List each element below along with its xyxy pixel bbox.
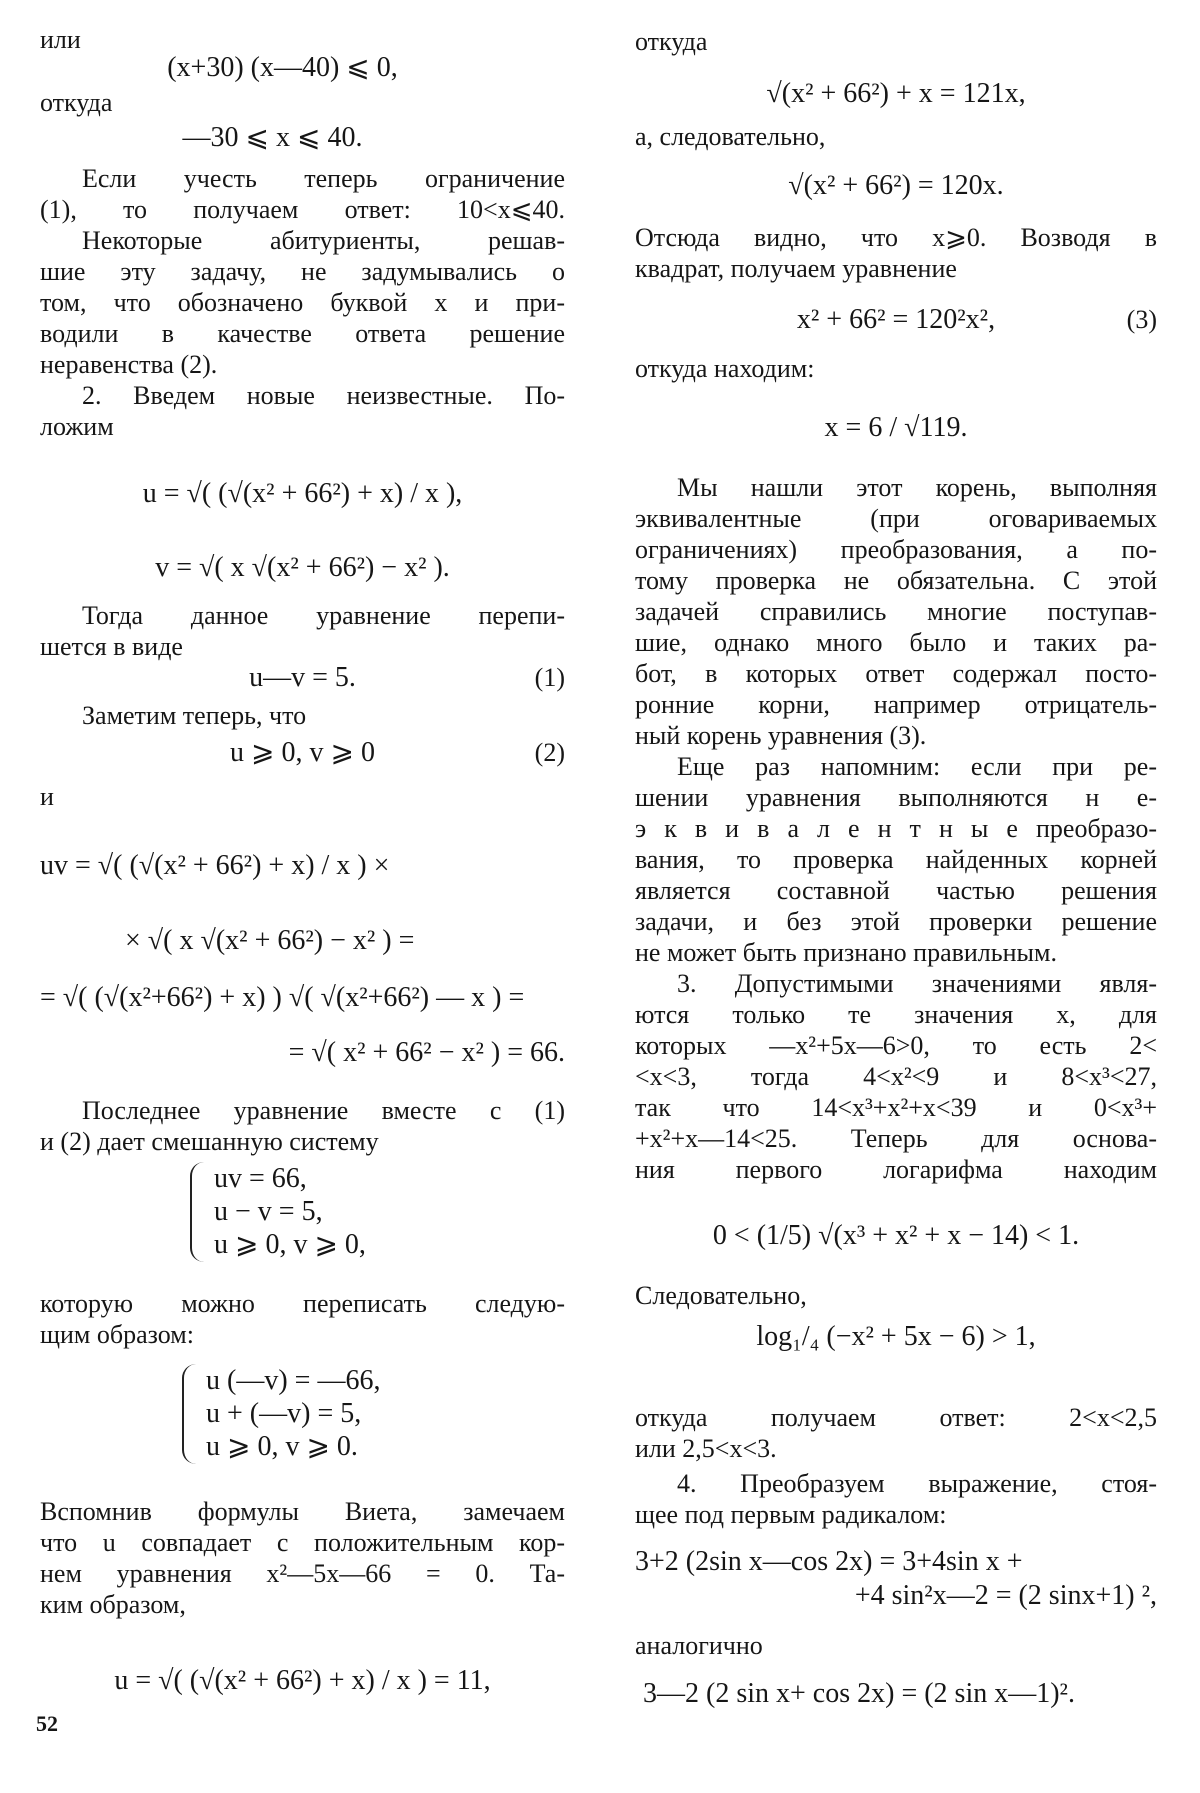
text-line: откуда bbox=[635, 27, 708, 56]
equation-3: x² + 66² = 120²x², bbox=[796, 304, 996, 335]
paragraph-line: э к в и в а л е н т н ы е преобразо- bbox=[635, 814, 1157, 843]
paragraph-line: шется в виде bbox=[40, 632, 183, 661]
system-row: u + (—v) = 5, bbox=[206, 1398, 362, 1429]
paragraph-line: водили в качестве ответа решение bbox=[40, 319, 565, 348]
paragraph-line: (1), то получаем ответ: 10<x⩽40. bbox=[40, 195, 565, 224]
left-brace bbox=[190, 1162, 206, 1262]
paragraph-line: ются только те значения x, для bbox=[635, 1000, 1157, 1029]
system-row: u ⩾ 0, v ⩾ 0. bbox=[206, 1431, 358, 1462]
text-line: аналогично bbox=[635, 1631, 763, 1660]
text-line: и bbox=[40, 782, 54, 811]
paragraph-line: щее под первым радикалом: bbox=[635, 1500, 947, 1529]
page-number: 52 bbox=[36, 1711, 58, 1736]
paragraph-line: ким образом, bbox=[40, 1590, 186, 1619]
paragraph-line: 4. Преобразуем выражение, стоя- bbox=[677, 1469, 1157, 1498]
paragraph-line: ния первого логарифма находим bbox=[635, 1155, 1157, 1184]
system-row: u ⩾ 0, v ⩾ 0, bbox=[214, 1229, 366, 1260]
paragraph-line: которых —x²+5x—6>0, то есть 2< bbox=[635, 1031, 1157, 1060]
paragraph-line: бот, в которых ответ содержал посто- bbox=[635, 659, 1157, 688]
paragraph-line: так что 14<x³+x²+x<39 и 0<x³+ bbox=[635, 1093, 1157, 1122]
paragraph-line: том, что обозначено буквой x и при- bbox=[40, 288, 565, 317]
equation-number: (3) bbox=[1126, 305, 1157, 334]
formula-line: +4 sin²x—2 = (2 sinx+1) ², bbox=[854, 1580, 1157, 1611]
paragraph-line: Мы нашли этот корень, выполняя bbox=[677, 473, 1157, 502]
paragraph-line: Еще раз напомним: если при ре- bbox=[677, 752, 1157, 781]
paragraph-line: является составной частью решения bbox=[635, 876, 1157, 905]
system-row: u − v = 5, bbox=[214, 1196, 323, 1227]
equation-number: (1) bbox=[534, 663, 565, 692]
formula-line: 3+2 (2sin x—cos 2x) = 3+4sin x + bbox=[635, 1546, 1023, 1577]
paragraph-line: Тогда данное уравнение перепи- bbox=[82, 601, 565, 630]
formula-uv-line2: × √( x √(x² + 66²) − x² ) = bbox=[125, 925, 415, 956]
paragraph-line: Вспомнив формулы Виета, замечаем bbox=[40, 1497, 565, 1526]
paragraph-line: тому проверка не обязательна. С этой bbox=[635, 566, 1157, 595]
paragraph-line: что u совпадает с положительным кор- bbox=[40, 1528, 565, 1557]
text-line: а, следовательно, bbox=[635, 122, 826, 151]
solution-x: x = 6 / √119. bbox=[824, 412, 968, 443]
paragraph-line: и (2) дает смешанную систему bbox=[40, 1127, 379, 1156]
paragraph-line: Если учесть теперь ограничение bbox=[82, 164, 565, 193]
equation: √(x² + 66²) = 120x. bbox=[788, 170, 1004, 201]
paragraph-line: неравенства (2). bbox=[40, 350, 218, 379]
log-inequality: log₁/₄ (−x² + 5x − 6) > 1, bbox=[756, 1321, 1036, 1352]
paragraph-line: Отсюда видно, что x⩾0. Возводя в bbox=[635, 223, 1157, 252]
paragraph-line: шении уравнения выполняются н е- bbox=[635, 783, 1157, 812]
paragraph-line: +x²+x—14<25. Теперь для основа- bbox=[635, 1124, 1157, 1153]
paragraph-line: не может быть признано правильным. bbox=[635, 938, 1057, 967]
paragraph-line: щим образом: bbox=[40, 1320, 194, 1349]
system-row: uv = 66, bbox=[214, 1163, 307, 1194]
inequality: 0 < (1/5) √(x³ + x² + x − 14) < 1. bbox=[712, 1220, 1080, 1251]
paragraph-line: эквивалентные (при оговариваемых bbox=[635, 504, 1157, 533]
inequality: —30 ⩽ x ⩽ 40. bbox=[182, 122, 363, 153]
paragraph-line: 3. Допустимыми значениями явля- bbox=[677, 969, 1157, 998]
paragraph-line: квадрат, получаем уравнение bbox=[635, 254, 957, 283]
paragraph-line: Последнее уравнение вместе с (1) bbox=[82, 1096, 565, 1125]
paragraph-line: ронние корни, например отрицатель- bbox=[635, 690, 1157, 719]
paragraph-line: ный корень уравнения (3). bbox=[635, 721, 927, 750]
text-line: или bbox=[40, 25, 81, 54]
paragraph-line: задачей справились многие поступав- bbox=[635, 597, 1157, 626]
paragraph-line: Заметим теперь, что bbox=[82, 701, 307, 730]
paragraph-line: 2. Введем новые неизвестные. По- bbox=[82, 381, 565, 410]
paragraph-line: <x<3, тогда 4<x²<9 и 8<x³<27, bbox=[635, 1062, 1157, 1091]
text-line: Следовательно, bbox=[635, 1281, 807, 1310]
inequality: (x+30) (x—40) ⩽ 0, bbox=[167, 52, 398, 83]
text-line: откуда находим: bbox=[635, 354, 815, 383]
equation-1: u—v = 5. bbox=[249, 662, 356, 693]
formula-uv-line3: = √( (√(x²+66²) + x) ) √( √(x²+66²) — x ) = bbox=[40, 982, 525, 1013]
formula-line: 3—2 (2 sin x+ cos 2x) = (2 sin x—1)². bbox=[643, 1678, 1075, 1709]
paragraph-line: ложим bbox=[40, 412, 114, 441]
formula-uv-line4: = √( x² + 66² − x² ) = 66. bbox=[288, 1037, 565, 1068]
left-brace bbox=[182, 1364, 198, 1464]
paragraph-line: Некоторые абитуриенты, решав- bbox=[82, 226, 565, 255]
equation: √(x² + 66²) + x = 121x, bbox=[766, 78, 1026, 109]
text-line: откуда bbox=[40, 88, 113, 117]
equation-2: u ⩾ 0, v ⩾ 0 bbox=[230, 737, 375, 768]
formula-uv-line1: uv = √( (√(x² + 66²) + x) / x ) × bbox=[40, 850, 390, 881]
formula-v-definition: v = √( x √(x² + 66²) − x² ). bbox=[155, 552, 450, 583]
equation-number: (2) bbox=[534, 738, 565, 767]
formula-u-definition: u = √( (√(x² + 66²) + x) / x ), bbox=[142, 478, 463, 509]
paragraph-line: нем уравнения x²—5x—66 = 0. Та- bbox=[40, 1559, 565, 1588]
paragraph-line: которую можно переписать следую- bbox=[40, 1289, 565, 1318]
paragraph-line: шие, однако много было и таких ра- bbox=[635, 628, 1157, 657]
paragraph-line: задачи, и без этой проверки решение bbox=[635, 907, 1157, 936]
formula-u-value: u = √( (√(x² + 66²) + x) / x ) = 11, bbox=[114, 1665, 491, 1696]
paragraph-line: шие эту задачу, не задумывались о bbox=[40, 257, 565, 286]
paragraph-line: вания, то проверка найденных корней bbox=[635, 845, 1157, 874]
paragraph-line: или 2,5<x<3. bbox=[635, 1434, 777, 1463]
paragraph-line: откуда получаем ответ: 2<x<2,5 bbox=[635, 1403, 1157, 1432]
system-row: u (—v) = —66, bbox=[206, 1365, 381, 1396]
paragraph-line: ограничениях) преобразования, а по- bbox=[635, 535, 1157, 564]
